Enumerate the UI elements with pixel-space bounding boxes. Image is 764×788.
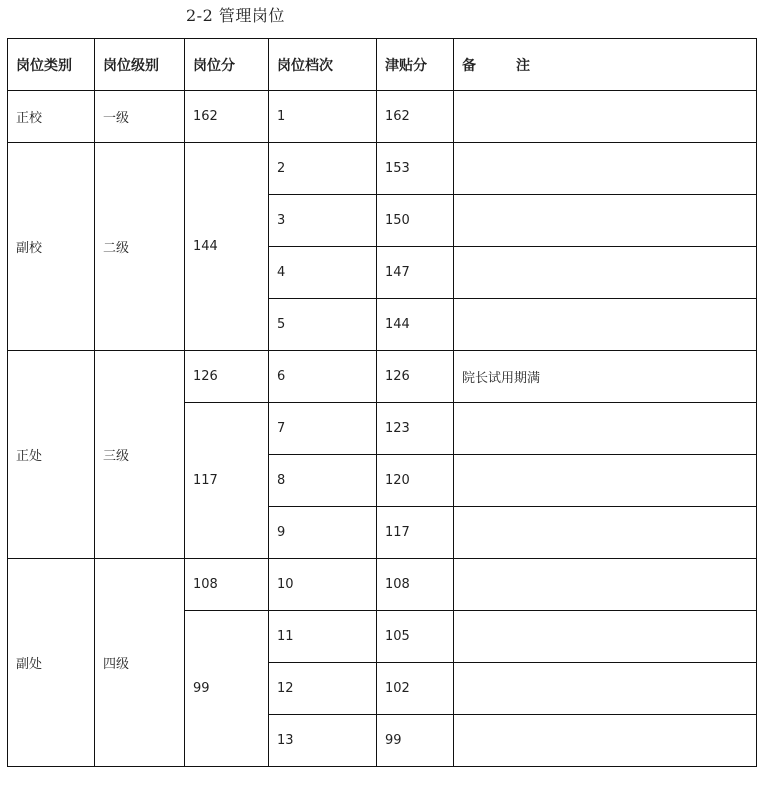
header-remark-char-2: 注 — [516, 57, 530, 74]
cell-remark — [454, 611, 757, 663]
header-remark-char-1: 备 — [462, 57, 476, 74]
header-allowance: 津贴分 — [377, 39, 454, 91]
header-row — [8, 39, 757, 91]
cell-allowance: 105 — [377, 611, 454, 663]
table-row — [8, 351, 757, 403]
header-score: 岗位分 — [185, 39, 269, 91]
table-row — [8, 91, 757, 143]
cell-remark — [454, 663, 757, 715]
cell-score: 144 — [185, 143, 269, 351]
cell-grade: 10 — [269, 559, 377, 611]
cell-allowance: 117 — [377, 507, 454, 559]
cell-allowance: 144 — [377, 299, 454, 351]
cell-allowance: 162 — [377, 91, 454, 143]
cell-grade: 9 — [269, 507, 377, 559]
header-level: 岗位级别 — [95, 39, 185, 91]
cell-allowance: 99 — [377, 715, 454, 767]
table-row — [8, 559, 757, 611]
cell-grade: 7 — [269, 403, 377, 455]
cell-category: 副校 — [8, 143, 95, 351]
cell-remark — [454, 247, 757, 299]
cell-level: 三级 — [95, 351, 185, 559]
document-title: 2-2 管理岗位 — [186, 6, 285, 25]
cell-remark — [454, 507, 757, 559]
cell-remark — [454, 403, 757, 455]
cell-grade: 1 — [269, 91, 377, 143]
cell-level: 二级 — [95, 143, 185, 351]
table-row — [8, 143, 757, 195]
cell-allowance: 147 — [377, 247, 454, 299]
cell-grade: 5 — [269, 299, 377, 351]
cell-level: 一级 — [95, 91, 185, 143]
cell-grade: 2 — [269, 143, 377, 195]
cell-remark — [454, 715, 757, 767]
header-category: 岗位类别 — [8, 39, 95, 91]
cell-grade: 6 — [269, 351, 377, 403]
cell-grade: 8 — [269, 455, 377, 507]
cell-allowance: 120 — [377, 455, 454, 507]
cell-grade: 3 — [269, 195, 377, 247]
cell-allowance: 108 — [377, 559, 454, 611]
header-grade: 岗位档次 — [269, 39, 377, 91]
cell-score: 99 — [185, 611, 269, 767]
management-post-table — [7, 38, 757, 767]
header-remark — [454, 39, 757, 91]
cell-allowance: 126 — [377, 351, 454, 403]
cell-allowance: 150 — [377, 195, 454, 247]
cell-remark — [454, 143, 757, 195]
cell-category: 副处 — [8, 559, 95, 767]
cell-allowance: 123 — [377, 403, 454, 455]
cell-category: 正校 — [8, 91, 95, 143]
cell-grade: 4 — [269, 247, 377, 299]
cell-remark — [454, 559, 757, 611]
cell-allowance: 153 — [377, 143, 454, 195]
cell-category: 正处 — [8, 351, 95, 559]
cell-allowance: 102 — [377, 663, 454, 715]
cell-remark — [454, 195, 757, 247]
cell-score: 108 — [185, 559, 269, 611]
cell-remark: 院长试用期满 — [454, 351, 757, 403]
cell-grade: 11 — [269, 611, 377, 663]
cell-remark — [454, 299, 757, 351]
cell-level: 四级 — [95, 559, 185, 767]
cell-remark — [454, 91, 757, 143]
cell-score: 126 — [185, 351, 269, 403]
cell-grade: 13 — [269, 715, 377, 767]
cell-score: 162 — [185, 91, 269, 143]
cell-score: 117 — [185, 403, 269, 559]
cell-grade: 12 — [269, 663, 377, 715]
cell-remark — [454, 455, 757, 507]
